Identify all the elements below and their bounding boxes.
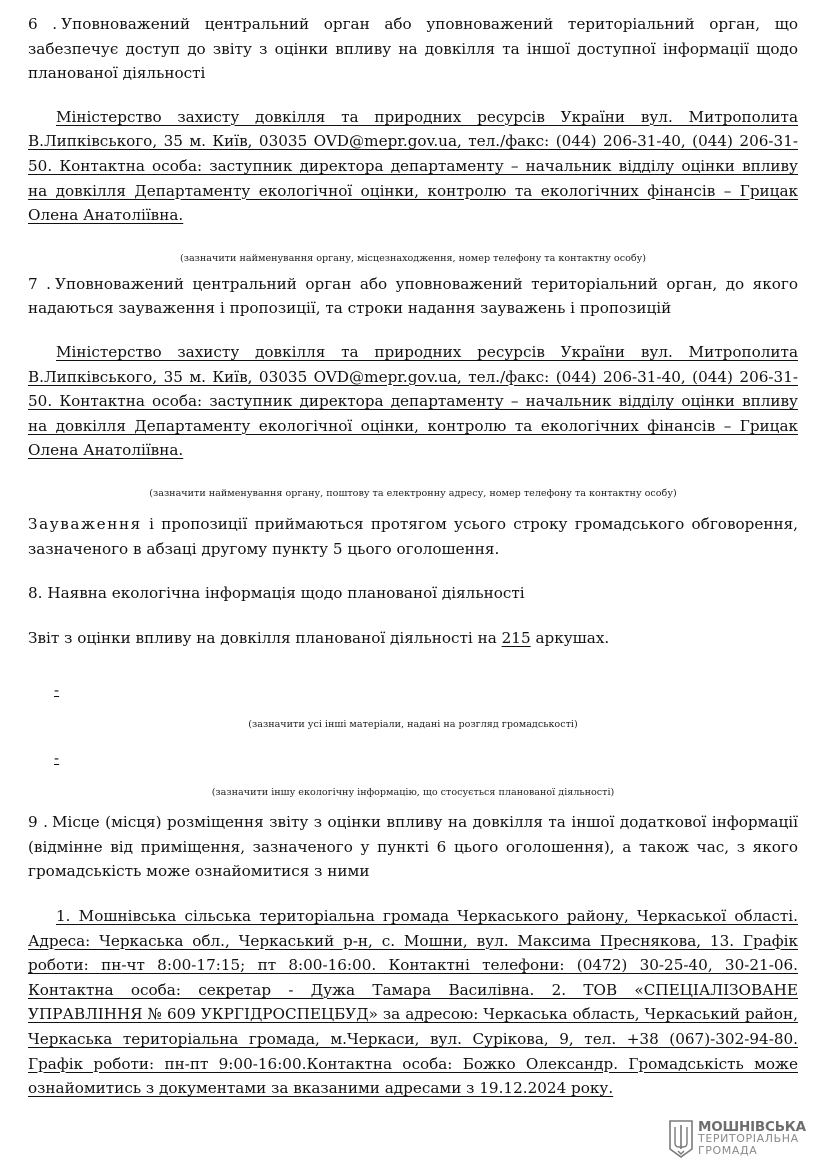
section-6-heading-text: Уповноважений центральний орган або уповноважений територіальний орган, що забезпечує доступ до звіту з оцінки впливу на довкілля та іншої доступної інформації щодо планованої діяльності (28, 15, 798, 83)
logo-line-3: ГРОМАДА (698, 1144, 758, 1157)
other-info-caption: (зазначити іншу екологічну інформацію, що стосується планованої діяльності) (211, 787, 615, 799)
section-6-body: Міністерство захисту довкілля та природних ресурсів України вул. Митрополита В.Липківського, 35 м. Київ, 03035 OVD@mepr.gov.ua, тел./факс: (044) 206-31-40, (044) 206-31-50. Контактна особа: заступник директора департаменту – начальник відділу оцінки впливу на довкілля Департаменту екологічної оцінки, контролю та екологічних фінансів – Грицак Олена Анатоліївна. (28, 107, 798, 225)
document-page (28, 12, 798, 1101)
report-sheets-count: 215 (501, 628, 531, 647)
section-7-caption: (зазначити найменування органу, поштову та електронну адресу, номер телефону та контактну особу) (149, 487, 677, 499)
section-9-body: 1. Мошнівська сільська територіальна громада Черкаського району, Черкаської області. Адреса: Черкаська обл., Черкаський р-н, с. Мошни, вул. Максима Преснякова, 13. Графік роботи: пн-чт 8:00-17:15; пт 8:00-16:00. Контактні телефони: (0472) 30-25-40, 30-21-06. Контактна особа: секретар - Дужа Тамара Василівна. 2. ТОВ «СПЕЦІАЛІЗОВАНЕ УПРАВЛІННЯ № 609 УКРГІДРОСПЕЦБУД» за адресою: Черкаська область, Черкаський район, Черкаська територіальна громада, м.Черкаси, вул. Сурікова, 9, тел. +38 (067)-302-94-80. Графік роботи: пн-пт 9:00-16:00.Контактна особа: Божко Олександр. Громадськість може ознайомитись з документами за вказаними адресами з 19.12.2024 року. (28, 907, 798, 1098)
section-7-body: Міністерство захисту довкілля та природних ресурсів України вул. Митрополита В.Липківського, 35 м. Київ, 03035 OVD@mepr.gov.ua, тел./факс: (044) 206-31-40, (044) 206-31-50. Контактна особа: заступник директора департаменту – начальник відділу оцінки впливу на довкілля Департаменту екологічної оцінки, контролю та екологічних фінансів – Грицак Олена Анатоліївна. (28, 342, 798, 460)
section-7-heading-text: Уповноважений центральний орган або уповноважений територіальний орган, до якого надаються зауваження і пропозиції, та строки надання зауважень і пропозицій (28, 274, 798, 318)
other-materials-dash-text: - (54, 681, 60, 700)
section-8-heading: 8. Наявна екологічна інформація щодо планованої діяльності (28, 584, 525, 603)
report-prefix: Звіт з оцінки впливу на довкілля планованої діяльності на (28, 628, 497, 647)
community-logo (668, 1115, 818, 1163)
report-sheets-line (28, 626, 798, 651)
section-6-heading (28, 12, 798, 86)
section-6-caption: (зазначити найменування органу, місцезнаходження, номер телефону та контактну особу) (179, 252, 647, 264)
other-materials-dash (28, 680, 798, 700)
remarks-paragraph (28, 512, 798, 561)
section-7-number: 7 . (28, 274, 51, 293)
logo-line-2: ТЕРИТОРІАЛЬНА (698, 1132, 799, 1145)
remarks-text: і пропозиції приймаються протягом усього строку громадського обговорення, зазначеного в абзаці другому пункту 5 цього оголошення. (28, 514, 799, 558)
other-info-dash-text: - (54, 749, 60, 768)
other-info-dash (28, 748, 798, 768)
trident-icon (668, 1119, 694, 1159)
logo-line-1: МОШНІВСЬКА (698, 1119, 806, 1135)
report-suffix: аркушах. (535, 628, 610, 647)
logo-text (698, 1121, 806, 1157)
section-9-number: 9 . (28, 813, 48, 832)
section-7-heading (28, 272, 798, 321)
section-9-heading (28, 810, 798, 884)
section-6-number: 6 . (28, 15, 58, 33)
other-materials-caption: (зазначити усі інші матеріали, надані на розгляд громадськості) (248, 719, 578, 731)
remarks-spaced-word: Зауваження (28, 514, 142, 533)
section-9-heading-text: Місце (місця) розміщення звіту з оцінки впливу на довкілля та іншої додаткової інформації (відмінне від приміщення, зазначеного у пункті 6 цього оголошення), а також час, з якого громадськість може ознайомитися з ними (28, 813, 798, 881)
